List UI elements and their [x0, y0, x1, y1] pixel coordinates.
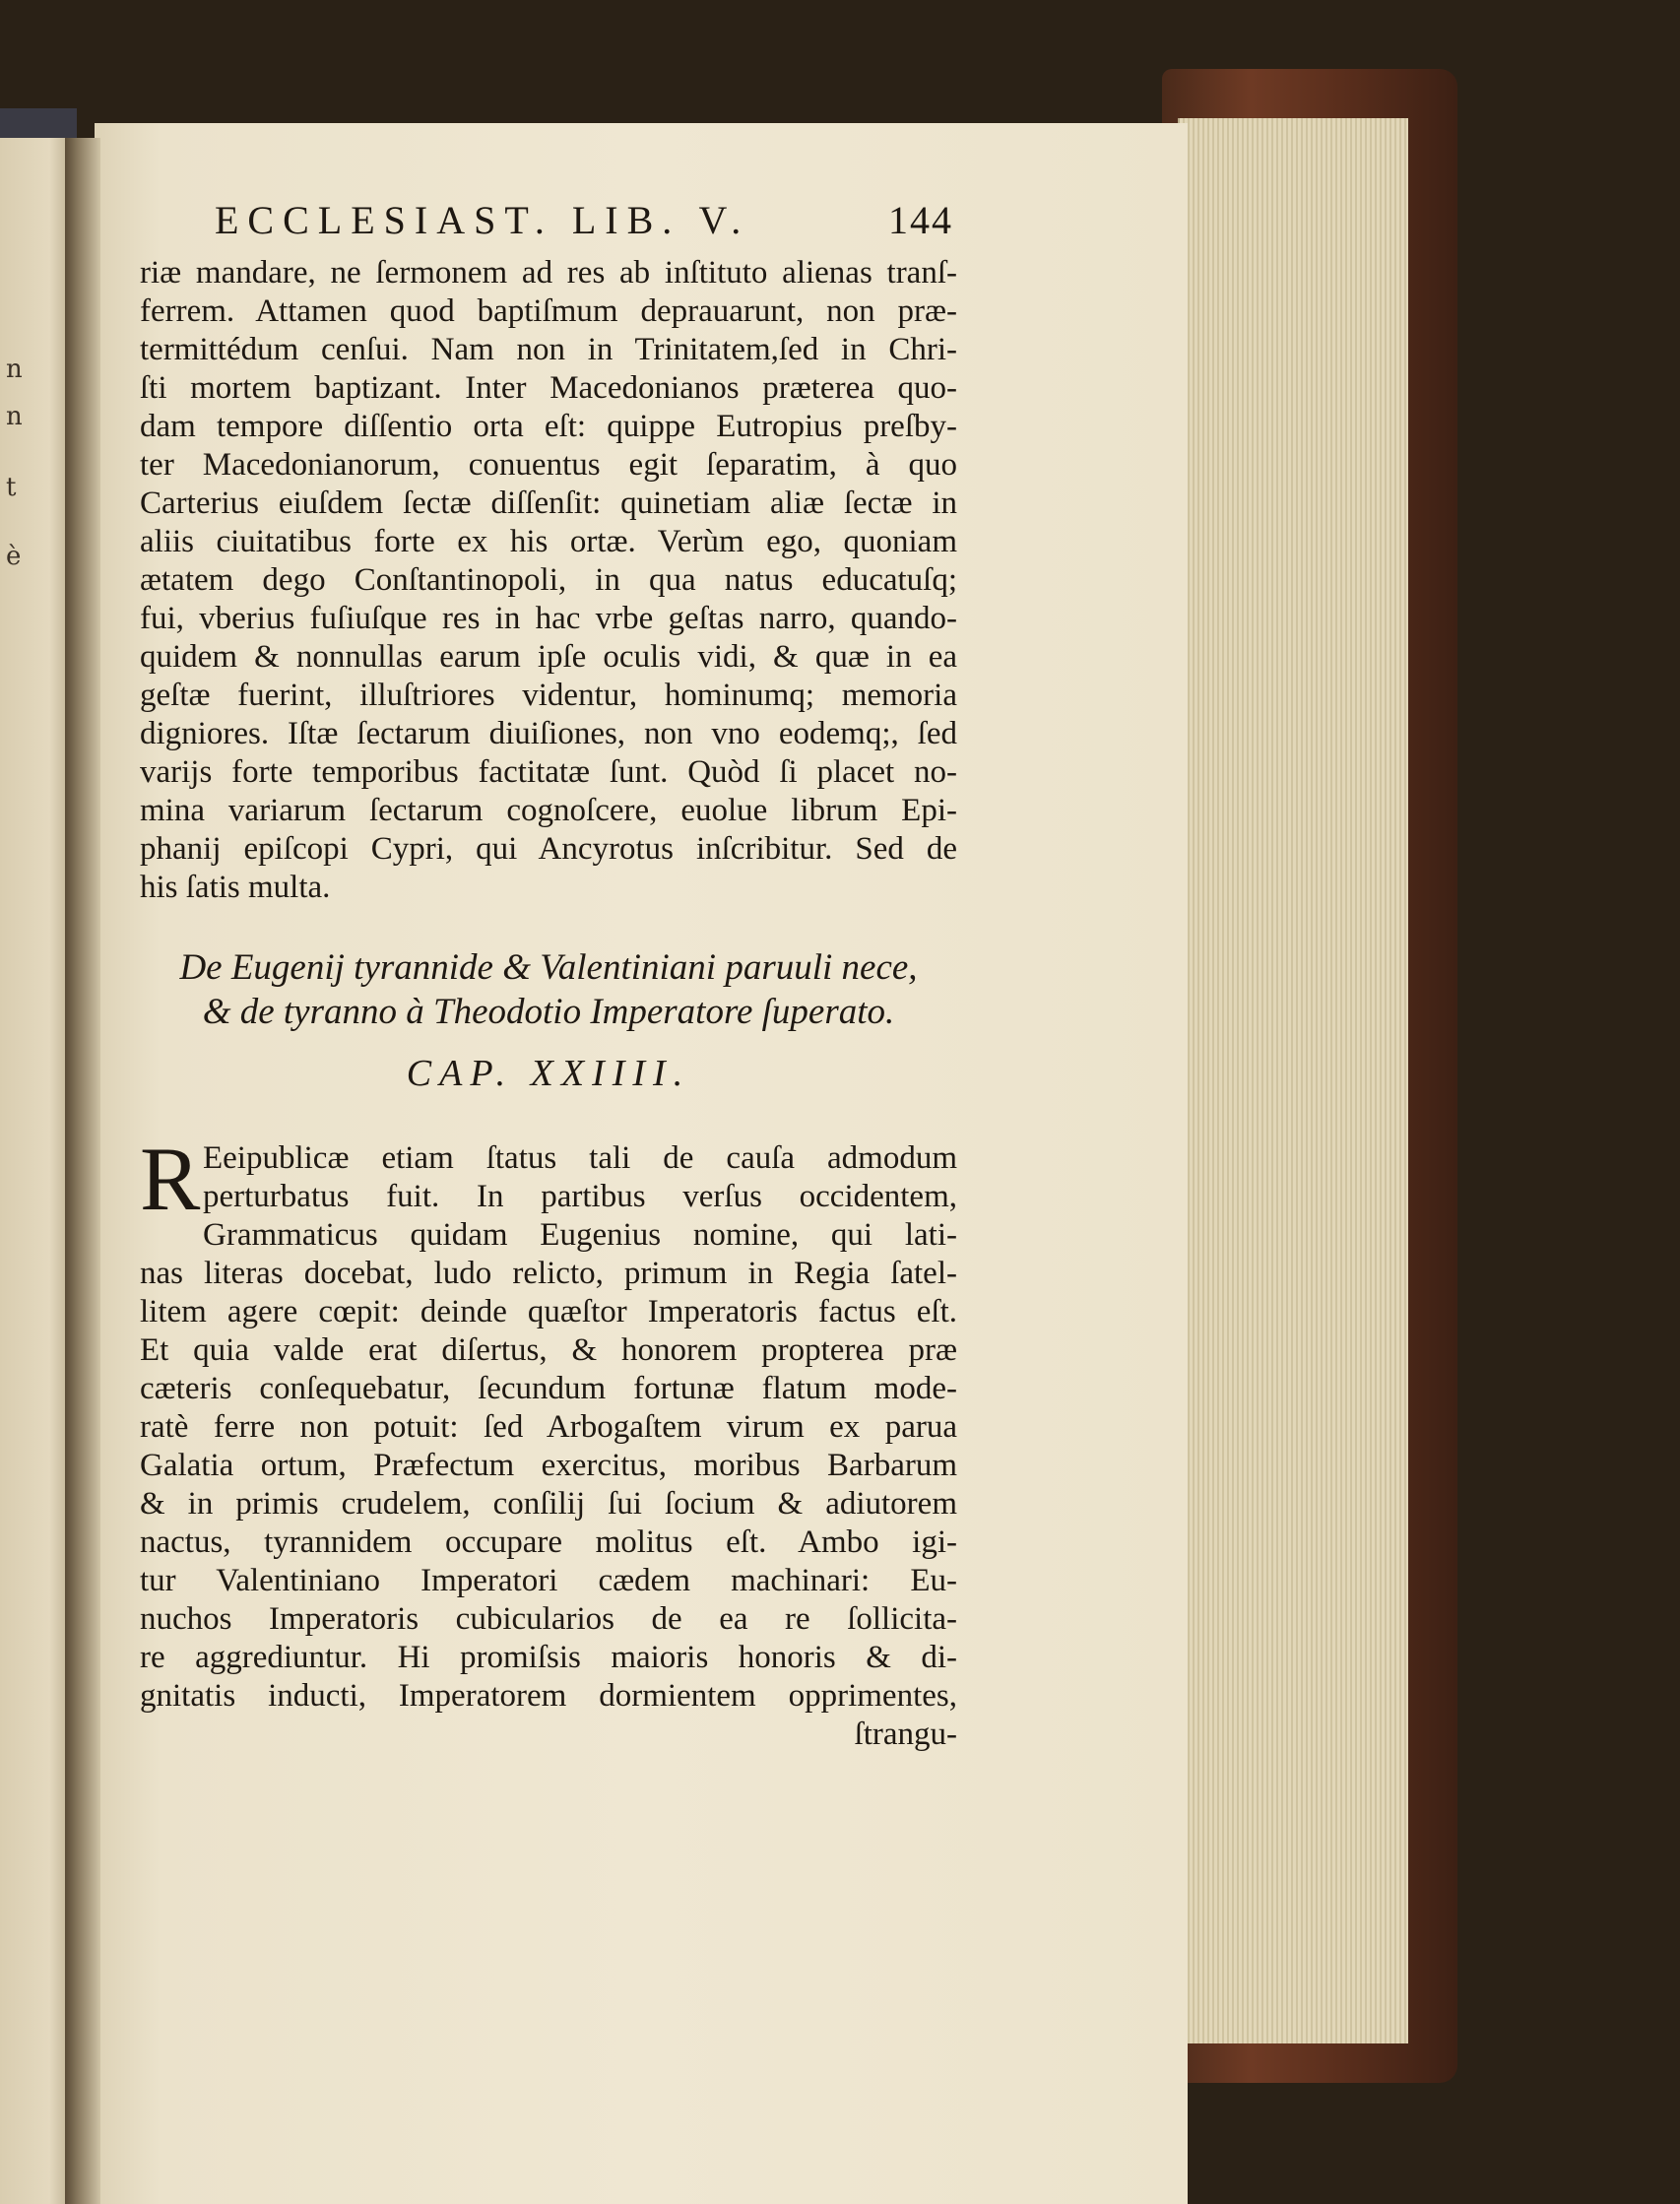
text-line: digniores. Iſtæ ſectarum diuiſiones, non vno eodemq;, ſed	[140, 716, 957, 751]
text-line: re aggrediuntur. Hi promiſsis maioris honoris & di-	[140, 1640, 957, 1675]
text-line: Grammaticus quidam Eugenius nomine, qui lati-	[203, 1217, 957, 1253]
chapter-title	[140, 945, 957, 1034]
text-line: varijs forte temporibus factitatæ ſunt. Quòd ſi placet no-	[140, 754, 957, 790]
text-line: perturbatus fuit. In partibus verſus occidentem,	[203, 1179, 957, 1214]
text-line: termittédum cenſui. Nam non in Trinitatem,ſed in Chri-	[140, 332, 957, 367]
page-fore-edge	[1178, 118, 1408, 2043]
text-line: fui, vberius fuſiuſque res in hac vrbe geſtas narro, quando-	[140, 601, 957, 636]
text-line: dam tempore diſſentio orta eſt: quippe Eutropius preſby-	[140, 409, 957, 444]
text-line: Carterius eiuſdem ſectæ diſſenſit: quinetiam aliæ ſectæ in	[140, 486, 957, 521]
text-line: nuchos Imperatoris cubicularios de ea re ſollicita-	[140, 1601, 957, 1637]
page-number: 144	[888, 198, 953, 242]
running-header	[215, 197, 953, 256]
text-line: Et quia valde erat diſertus, & honorem propterea præ	[140, 1332, 957, 1368]
text-line: ratè ferre non potuit: ſed Arbogaſtem virum ex parua	[140, 1409, 957, 1445]
text-line: his ſatis multa.	[140, 870, 331, 905]
drop-capital: R	[140, 1129, 201, 1229]
text-line: ſti mortem baptizant. Inter Macedonianos præterea quo-	[140, 370, 957, 406]
text-line: tur Valentiniano Imperatori cædem machinari: Eu-	[140, 1563, 957, 1598]
text-line: Eeipublicæ etiam ſtatus tali de cauſa admodum	[203, 1140, 957, 1176]
text-line: aliis ciuitatibus forte ex his ortæ. Verùm ego, quoniam	[140, 524, 957, 559]
text-line: litem agere cœpit: deinde quæſtor Imperatoris factus eſt.	[140, 1294, 957, 1329]
text-line: & in primis crudelem, conſilij ſui ſocium & adiutorem	[140, 1486, 957, 1522]
catchword: ſtrangu-	[854, 1717, 957, 1752]
chapter-title-line: De Eugenij tyrannide & Valentiniani paruuli nece,	[179, 947, 918, 988]
text-line: nactus, tyrannidem occupare molitus eſt. Ambo igi-	[140, 1524, 957, 1560]
chapter-number: CAP. XXIIII.	[406, 1053, 691, 1094]
text-line: ætatem dego Conſtantinopoli, in qua natus educatuſq;	[140, 562, 957, 598]
text-line: ter Macedonianorum, conuentus egit ſeparatim, à quo	[140, 447, 957, 483]
chapter-title-line: & de tyranno à Theodotio Imperatore ſuperato.	[202, 992, 895, 1032]
text-line: quidem & nonnullas earum ipſe oculis vidi, & quæ in ea	[140, 639, 957, 675]
text-line: gnitatis inducti, Imperatorem dormientem opprimentes,	[140, 1678, 957, 1714]
margin-mark: n	[6, 402, 23, 431]
margin-mark: n	[6, 355, 23, 384]
text-line: mina variarum ſectarum cognoſcere, euolue librum Epi-	[140, 793, 957, 828]
text-line: Galatia ortum, Præfectum exercitus, moribus Barbarum	[140, 1448, 957, 1483]
paragraph-2	[140, 1129, 957, 1754]
paragraph-1	[140, 254, 957, 907]
margin-mark: t	[6, 473, 17, 502]
text-line: riæ mandare, ne ſermonem ad res ab inſtituto alienas tranſ-	[140, 255, 957, 291]
running-head: ECCLESIAST. LIB. V.	[215, 198, 750, 242]
text-line: phanij epiſcopi Cypri, qui Ancyrotus inſcribitur. Sed de	[140, 831, 957, 867]
text-line: ferrem. Attamen quod baptiſmum deprauarunt, non præ-	[140, 293, 957, 329]
margin-mark: è	[6, 542, 22, 571]
left-page-edge	[0, 138, 71, 2204]
book-gutter	[65, 138, 100, 2204]
text-line: geſtæ fuerint, illuſtriores videntur, hominumq; memoria	[140, 678, 957, 713]
text-line: cæteris conſequebatur, ſecundum fortunæ flatum mode-	[140, 1371, 957, 1406]
text-line: nas literas docebat, ludo relicto, primum in Regia ſatel-	[140, 1256, 957, 1291]
